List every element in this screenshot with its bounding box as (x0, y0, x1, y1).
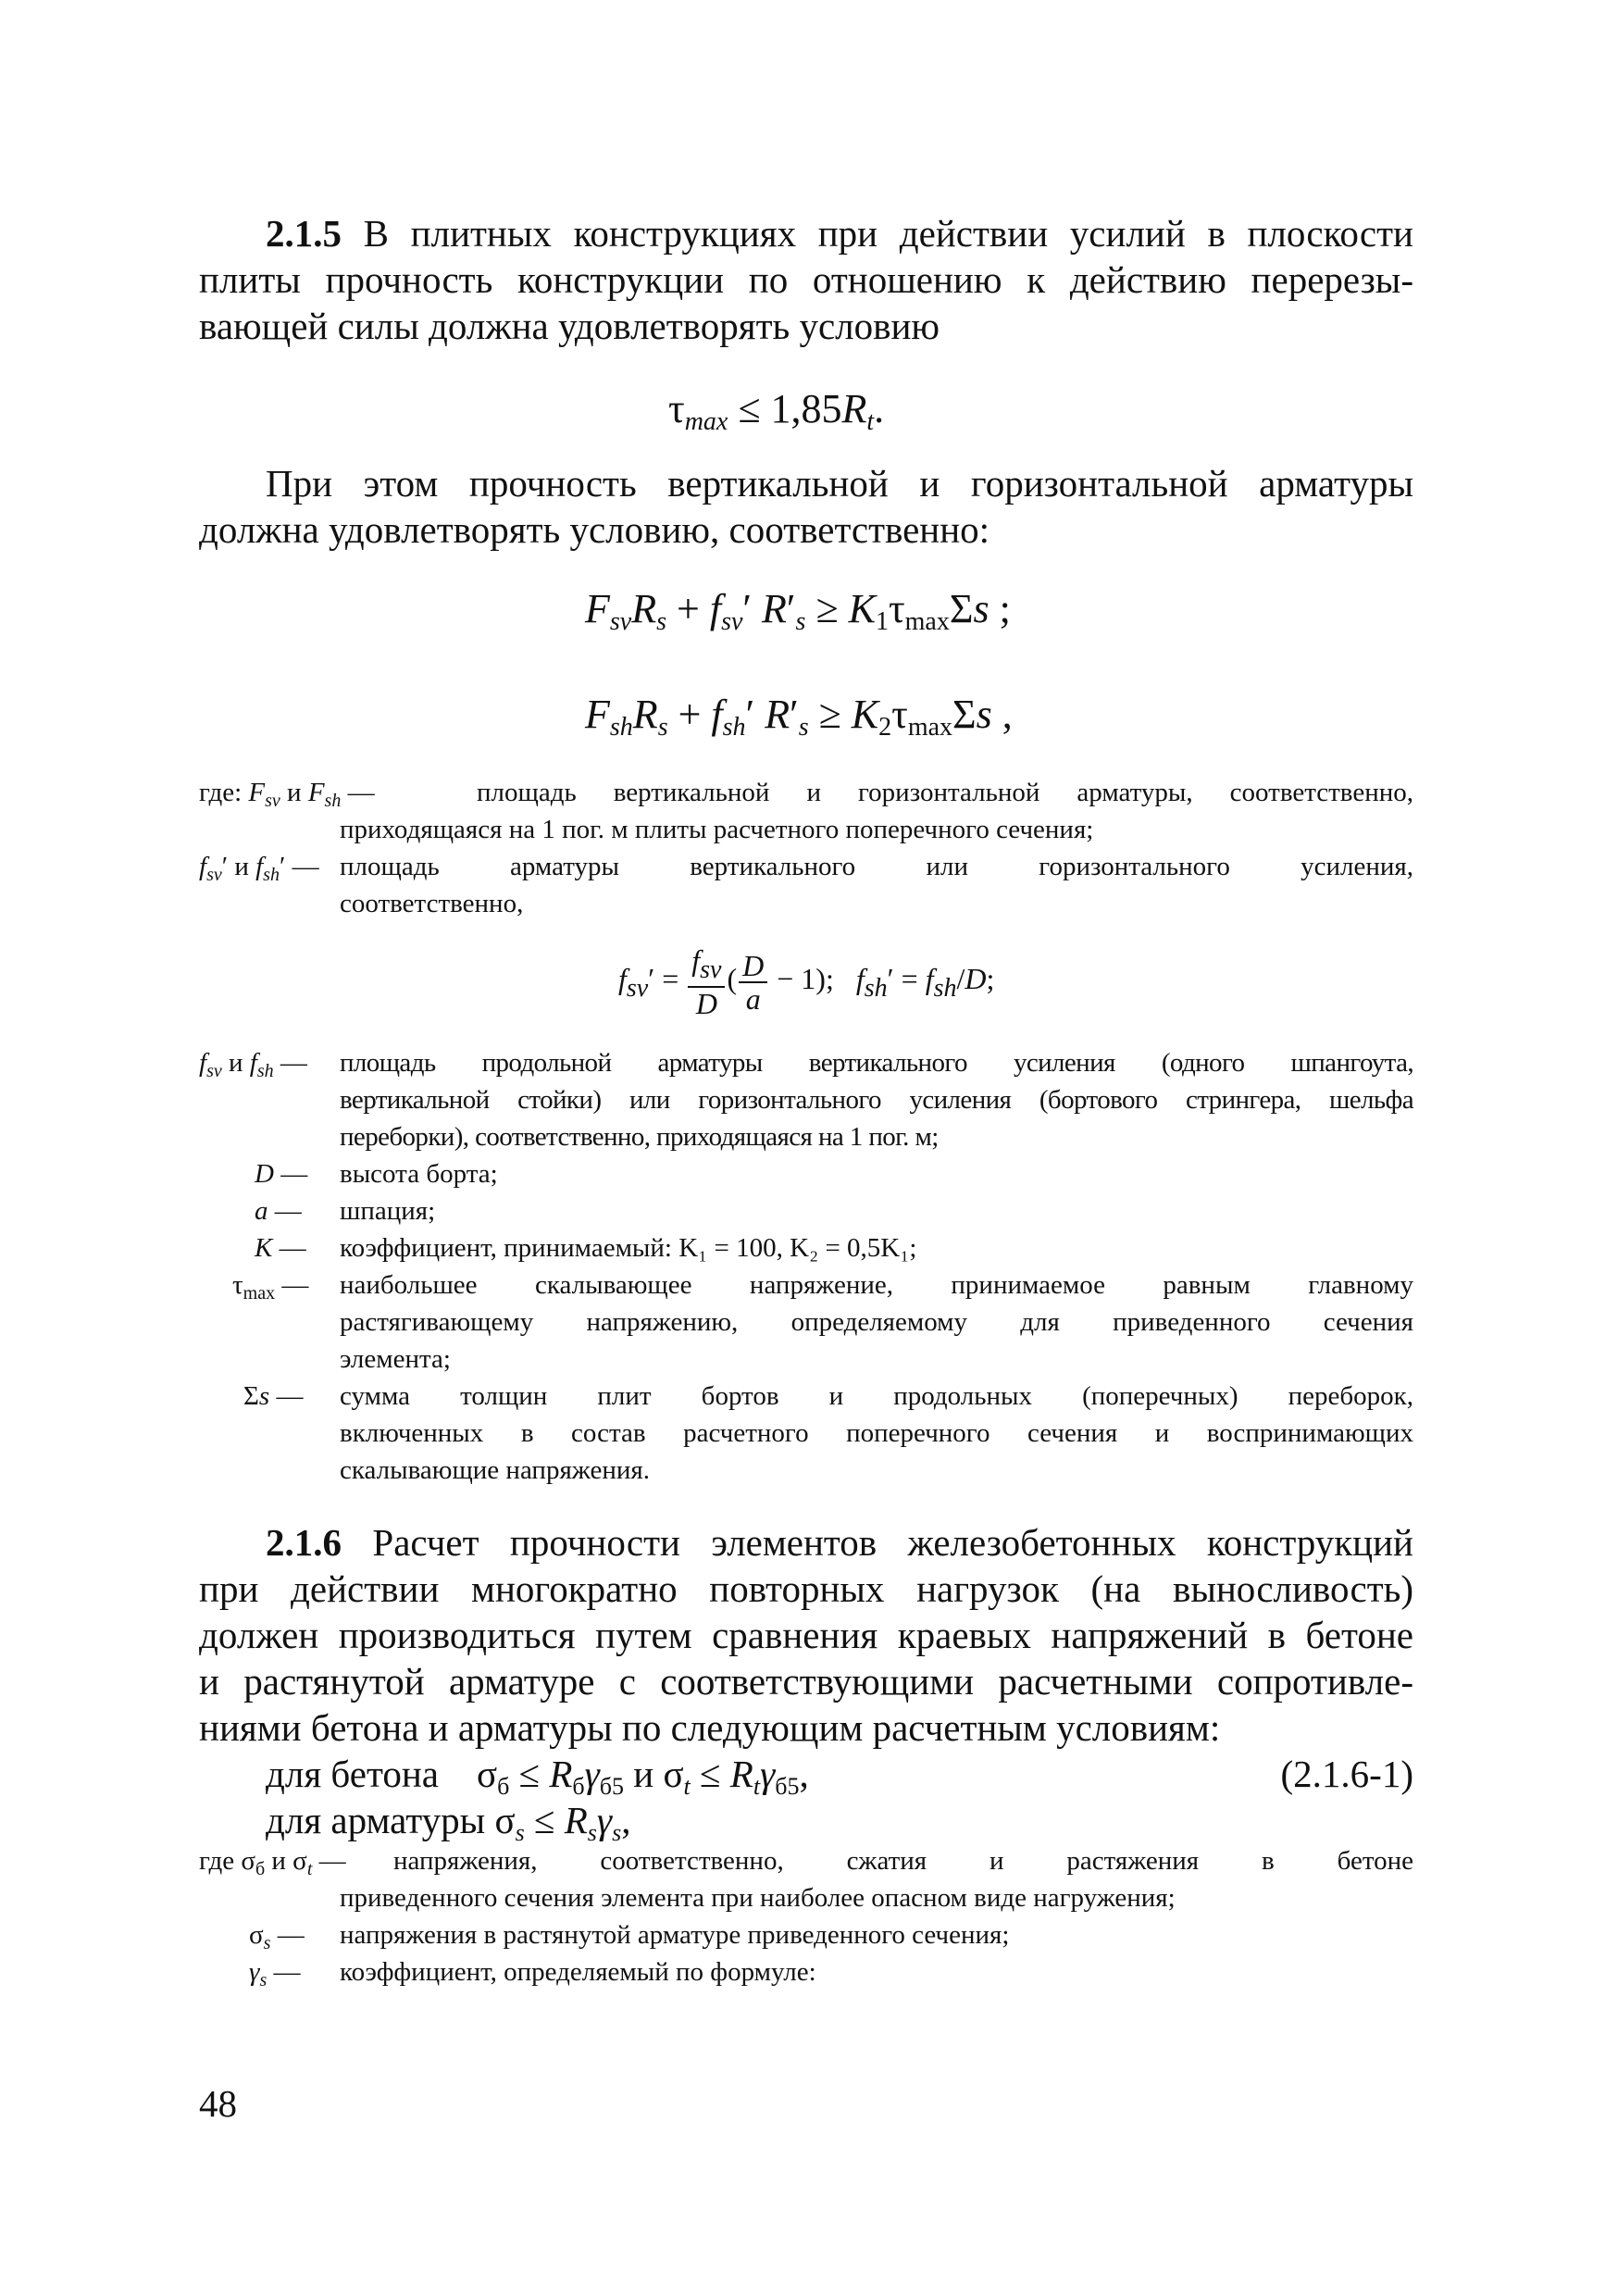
paragraph-2-1-5 (199, 210, 1413, 349)
definition-line: соответственно, (340, 889, 524, 918)
definition-gamma-s (199, 1953, 1413, 1990)
definition-line: коэффициент, принимаемый: K₁ = 100, K₂ = 0,5K₁; (340, 1233, 917, 1263)
definition-line: высота борта; (340, 1159, 498, 1189)
definition-symbol: K — (255, 1233, 306, 1263)
section-number: 2.1.6 (266, 1521, 342, 1564)
paragraph-line: должен производиться путем сравнения краевых напряжений в бетоне (199, 1614, 1413, 1656)
definition-line: приходящаяся на 1 пог. м плиты расчетного поперечного сечения; (340, 815, 1094, 844)
definition-symbol: где: $F_{sv}$ и $F_{sh}$ — (199, 778, 375, 811)
definition-symbol: a — (255, 1196, 302, 1226)
definition-a (199, 1192, 1413, 1229)
paragraph-line: при действии многократно повторных нагрузок (на выносливость) (199, 1567, 1413, 1610)
formula-f-prime: $f_{sv}'$ = $\frac{f_{sv}}{D}$ ( $\frac{D}{a}$ − 1); $f_{sh}' = f_{sh}/D$; (618, 943, 995, 1020)
formula-tau-max: $\tau_{max} \le 1,85R_t$. (668, 386, 885, 436)
definition-symbol: где $\sigma_б$ и $\sigma_t$ — (199, 1846, 346, 1879)
definition-line: вертикальной стойки) или горизонтального усиления (бортового стрингера, шельфа (340, 1085, 1413, 1115)
definition-symbol: $f_{sv}'$ и $f_{sh}'$ — (199, 852, 319, 885)
definition-line: коэффициент, определяемый по формуле: (340, 1957, 816, 1987)
definition-symbol: D — (255, 1159, 308, 1189)
definition-fsv-fsh (199, 774, 1413, 848)
formula-vertical: $F_{sv}R_s + f_{sv}'$ $R'_s \ge K_1\tau_{max}\Sigma s$ ; (585, 586, 1011, 636)
definition-line: шпация; (340, 1196, 436, 1226)
page-number: 48 (199, 2082, 237, 2125)
paragraph-line: При этом прочность вертикальной и горизонтальной арматуры (266, 462, 1413, 505)
definition-symbol: $\gamma_s$ — (249, 1957, 301, 1990)
definition-line: напряжения, соответственно, сжатия и растяжения в бетоне (393, 1846, 1413, 1876)
definition-fsv (199, 1044, 1413, 1155)
condition-steel: для арматуры $\sigma_s \le R_s\gamma_s$, (266, 1799, 631, 1846)
formula-horizontal: $F_{sh}R_s + f_{sh}'$ $R'_s \ge K_2\tau_{max}\Sigma s$ , (585, 692, 1013, 742)
paragraph-line: вающей силы должна удовлетворять условию (199, 305, 940, 347)
definition-k (199, 1229, 1413, 1267)
condition-concrete: для бетона $\sigma_б \le R_б\gamma_{б5}$ и $\sigma_t \le R_t\gamma_{б5}$, (2.1.6-1) (266, 1753, 1413, 1800)
definition-symbol: Σs — (243, 1381, 304, 1411)
definition-line: площадь вертикальной и горизонтальной арматуры, соответственно, (477, 778, 1413, 807)
definition-line: напряжения в растянутой арматуре приведенного сечения; (340, 1920, 1010, 1950)
paragraph-reinforcement (199, 460, 1413, 553)
definition-symbol: $\sigma_s$ — (249, 1920, 305, 1953)
definition-symbol: $\tau_{max}$ — (232, 1270, 309, 1304)
definition-line: элемента; (340, 1344, 451, 1374)
paragraph-2-1-6 (199, 1519, 1413, 1751)
paragraph-line: и растянутой арматуре с соответствующими расчетными сопротивле- (199, 1660, 1413, 1703)
definition-line: растягивающему напряжению, определяемому для приведенного сечения (340, 1307, 1413, 1337)
definition-line: переборки), соответственно, приходящаяся на 1 пог. м; (340, 1122, 939, 1152)
section-number: 2.1.5 (266, 212, 342, 255)
definition-fsv-prime (199, 848, 1413, 922)
definition-tau-max (199, 1267, 1413, 1378)
definition-line: площадь продольной арматуры вертикального усиления (одного шпангоута, (340, 1048, 1413, 1078)
paragraph-line: 2.1.6 Расчет прочности элементов железобетонных конструкций (266, 1521, 1413, 1564)
definition-line: включенных в состав расчетного поперечного сечения и воспринимающих (340, 1418, 1413, 1448)
definition-line: площадь арматуры вертикального или горизонтального усиления, (340, 852, 1413, 881)
paragraph-line: плиты прочность конструкции по отношению к действию перерезы- (199, 258, 1413, 301)
definition-line: скалывающие напряжения. (340, 1455, 650, 1485)
definition-sigma-b-t (199, 1842, 1413, 1916)
paragraph-line: 2.1.5 В плитных конструкциях при действии усилий в плоскости (266, 212, 1413, 255)
definition-line: наибольшее скалывающее напряжение, принимаемое равным главному (340, 1270, 1413, 1300)
definition-symbol: $f_{sv}$ и $f_{sh}$ — (199, 1048, 307, 1081)
definition-d (199, 1155, 1413, 1192)
definition-line: приведенного сечения элемента при наиболее опасном виде нагружения; (340, 1883, 1176, 1913)
definition-sigma-s (199, 1378, 1413, 1489)
definition-line: сумма толщин плит бортов и продольных (поперечных) переборок, (340, 1381, 1413, 1411)
definition-sigma-s-steel (199, 1916, 1413, 1953)
paragraph-line: должна удовлетворять условию, соответственно: (199, 508, 990, 551)
paragraph-line: ниями бетона и арматуры по следующим расчетным условиям: (199, 1706, 1221, 1749)
equation-number: (2.1.6-1) (1280, 1753, 1413, 1795)
